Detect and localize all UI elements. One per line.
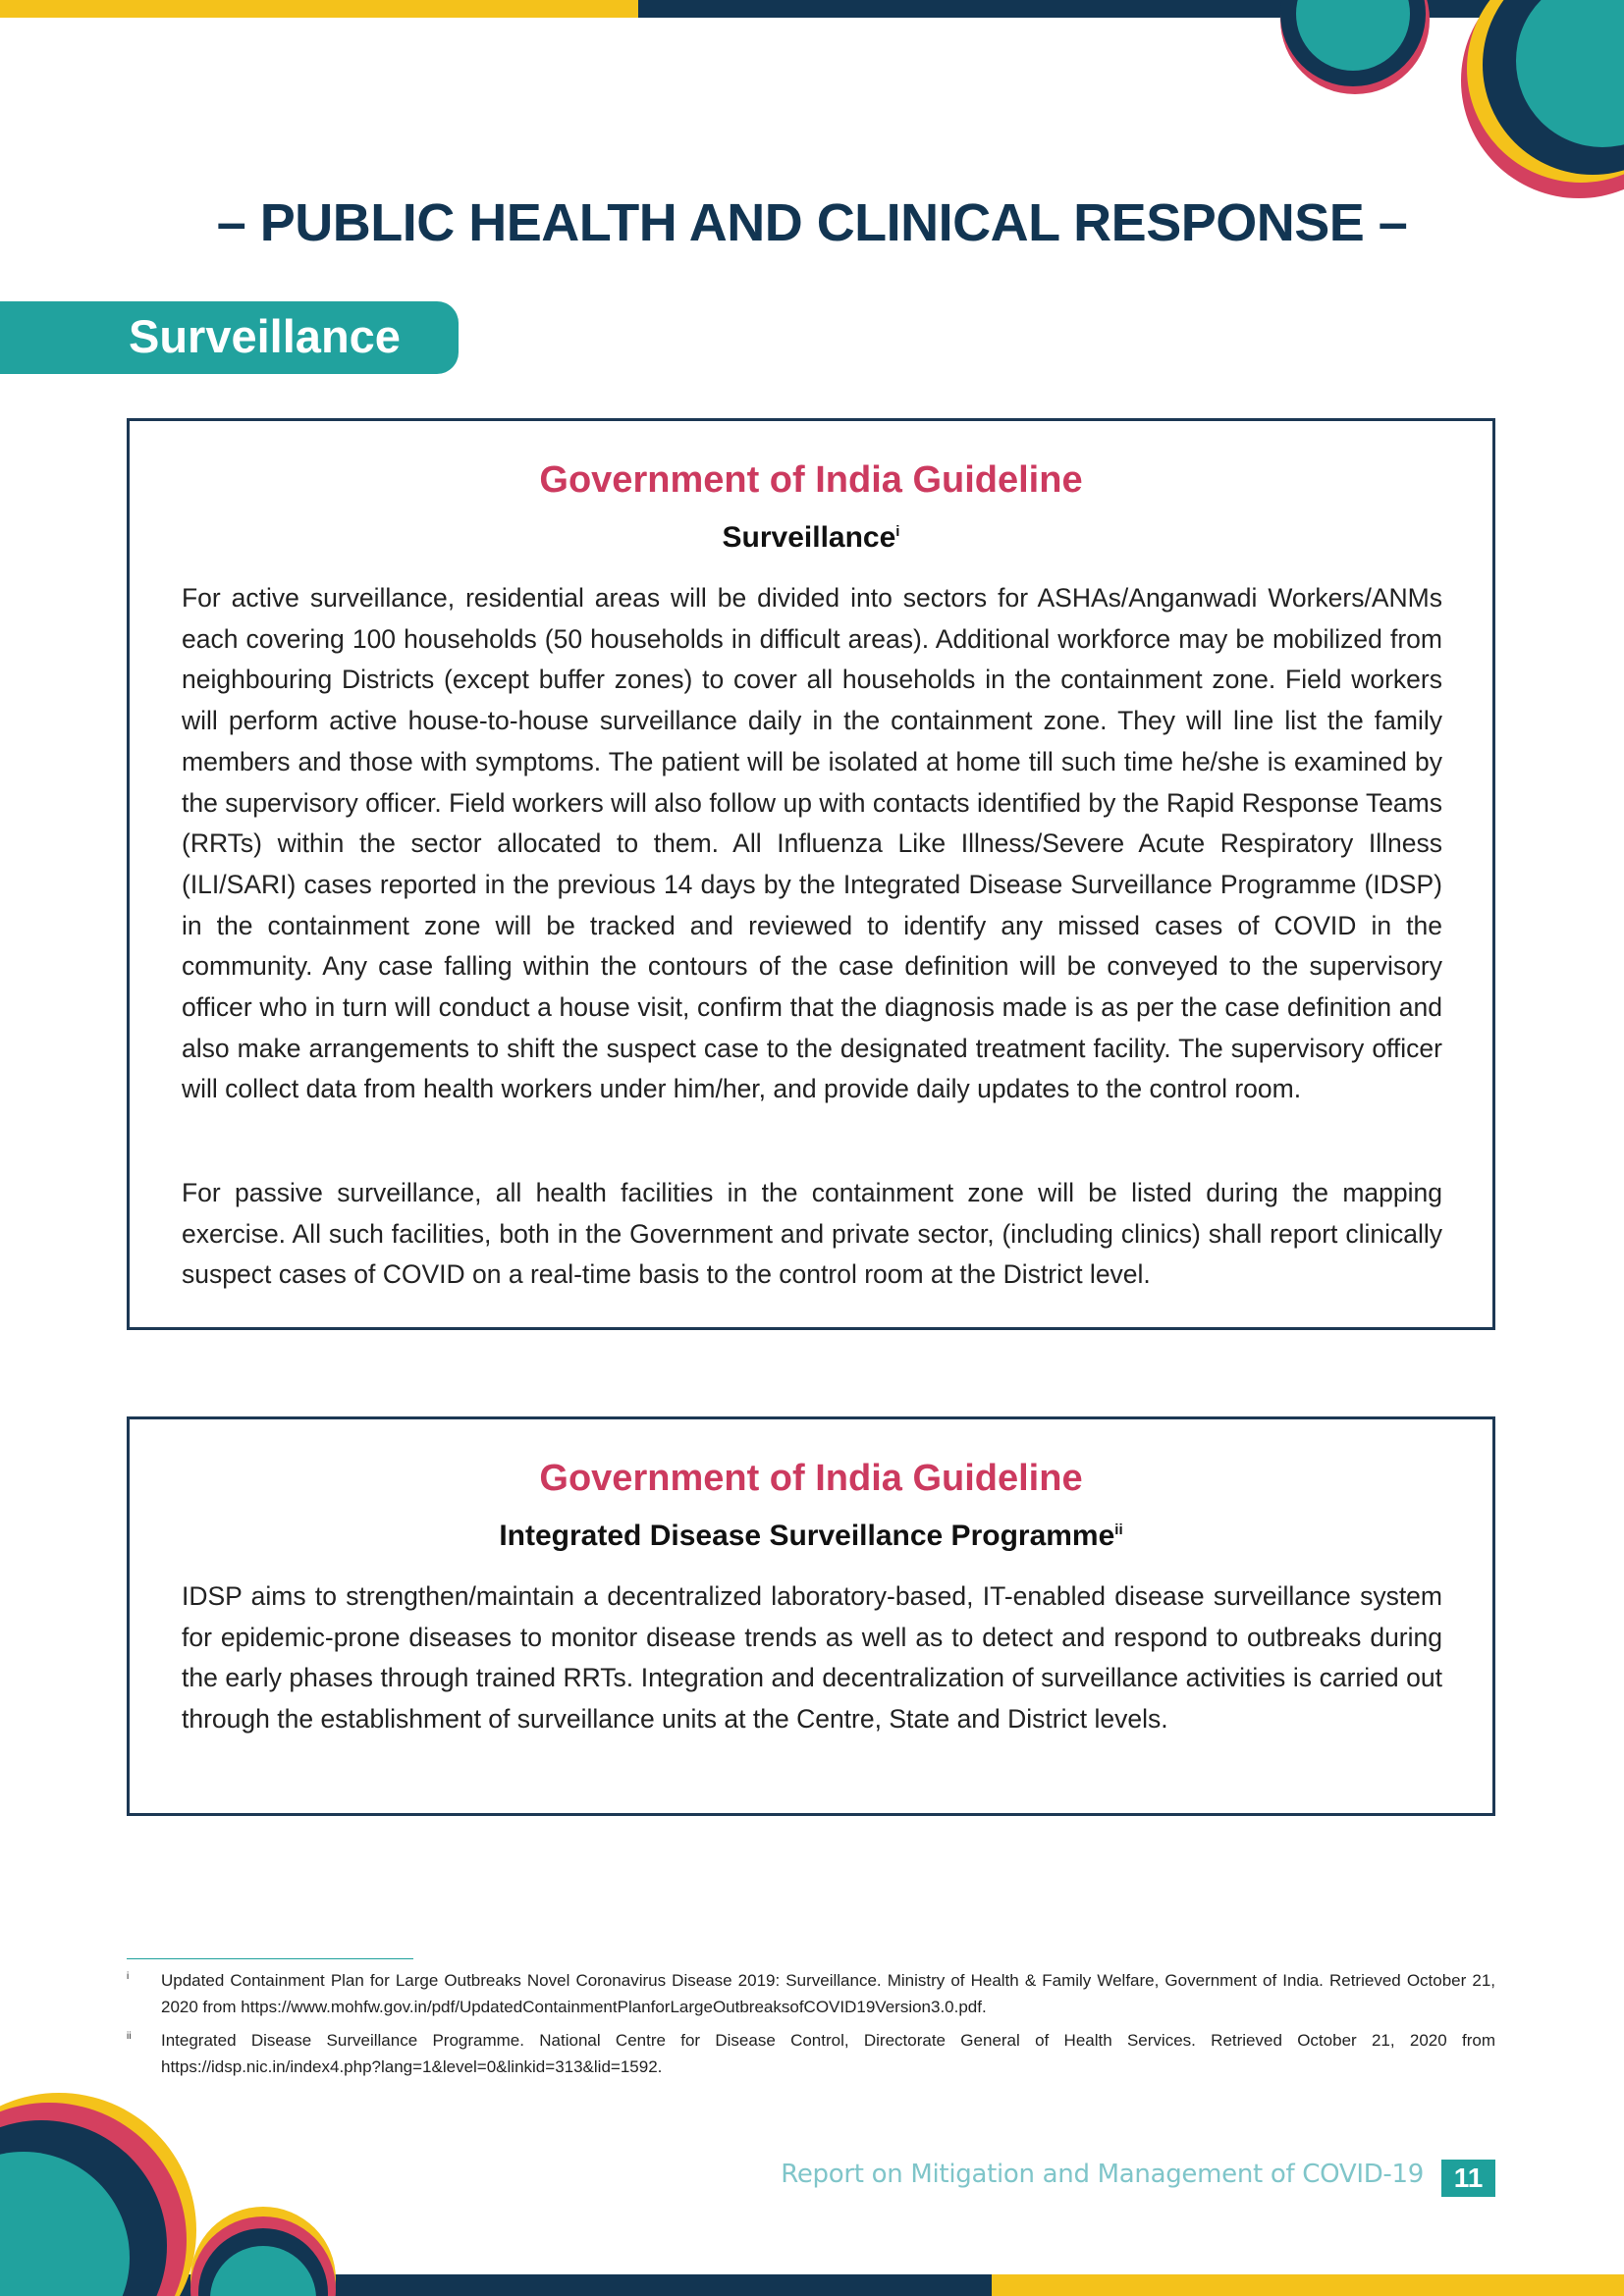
footnote-text: Updated Containment Plan for Large Outbreaks Novel Coronavirus Disease 2019: Surveillance. Ministry of Health & Family Welfare, Government of India. Retrieved October 21, 2020 from https://www.mohfw.gov.in/pdf/UpdatedContainmentPlanforLargeOutbreaksofCOVID19Version3.0.pdf. <box>161 1971 1495 2016</box>
guideline-subheading <box>130 1520 1492 1553</box>
paragraph-idsp: IDSP aims to strengthen/maintain a decentralized laboratory-based, IT-enabled disease surveillance system for epidemic-prone diseases to monitor disease trends as well as to detect and respond to outbreaks during the early phases through trained RRTs. Integration and decentralization of surveillance activities is carried out through the establishment of surveillance units at the Centre, State and District levels. <box>182 1581 1442 1735</box>
guideline-subheading <box>130 521 1492 555</box>
guideline-heading: Government of India Guideline <box>539 459 1083 501</box>
footnote-ref: ii <box>1114 1522 1123 1538</box>
guideline-heading: Government of India Guideline <box>539 1458 1083 1499</box>
section-title: Surveillance <box>129 310 401 362</box>
paragraph-active-surveillance: For active surveillance, residential areas will be divided into sectors for ASHAs/Anganwadi Workers/ANMs each covering 100 households (50 households in difficult areas). Additional workforce may be mobilized from neighbouring Districts (except buffer zones) to cover all households in the containment zone. Field workers will perform active house-to-house surveillance daily in the containment zone. They will line list the family members and those with symptoms. The patient will be isolated at home till such time he/she is examined by the supervisory officer. Field workers will also follow up with contacts identified by the Rapid Response Teams (RRTs) within the sector allocated to them. All Influenza Like Illness/Severe Acute Respiratory Illness (ILI/SARI) cases reported in the previous 14 days by the Integrated Disease Surveillance Programme (IDSP) in the containment zone will be tracked and reviewed to identify any missed cases of COVID in the community. Any case falling within the contours of the case definition will be conveyed to the supervisory officer who in turn will conduct a house visit, confirm that the diagnosis made is as per the case definition and also make arrangements to shift the suspect case to the designated treatment facility. The supervisory officer will collect data from health workers under him/her, and provide daily updates to the control room. <box>182 583 1442 1104</box>
section-banner <box>0 301 459 374</box>
footnote-text: Integrated Disease Surveillance Programme. National Centre for Disease Control, Directorate General of Health Services. Retrieved October 21, 2020 from https://idsp.nic.in/index4.php?lang=1&level=0&linkid=313&lid=1592. <box>161 2031 1495 2076</box>
footnote-mark: ii <box>127 2031 132 2042</box>
bottom-yellow-bar <box>992 2274 1624 2296</box>
paragraph-passive-surveillance: For passive surveillance, all health facilities in the containment zone will be listed during the mapping exercise. All such facilities, both in the Government and private sector, (including clinics) shall report clinically suspect cases of COVID on a real-time basis to the control room at the District level. <box>182 1178 1442 1290</box>
footnote-mark: i <box>127 1971 130 1982</box>
footnote-item <box>127 2027 1495 2080</box>
footnote-item <box>127 1967 1495 2020</box>
top-yellow-bar <box>0 0 638 18</box>
subheading-text: Integrated Disease Surveillance Programme <box>499 1520 1115 1552</box>
guideline-box-idsp <box>127 1416 1495 1816</box>
guideline-box-surveillance <box>127 418 1495 1330</box>
footer-report-title: Report on Mitigation and Management of COVID-19 <box>781 2160 1424 2189</box>
footnote-ref: i <box>895 523 900 540</box>
page-title: – PUBLIC HEALTH AND CLINICAL RESPONSE – <box>216 193 1408 252</box>
subheading-text: Surveillance <box>722 521 896 554</box>
top-navy-bar <box>638 0 1624 18</box>
footnote-divider <box>127 1958 413 1959</box>
page-number: 11 <box>1441 2160 1495 2197</box>
